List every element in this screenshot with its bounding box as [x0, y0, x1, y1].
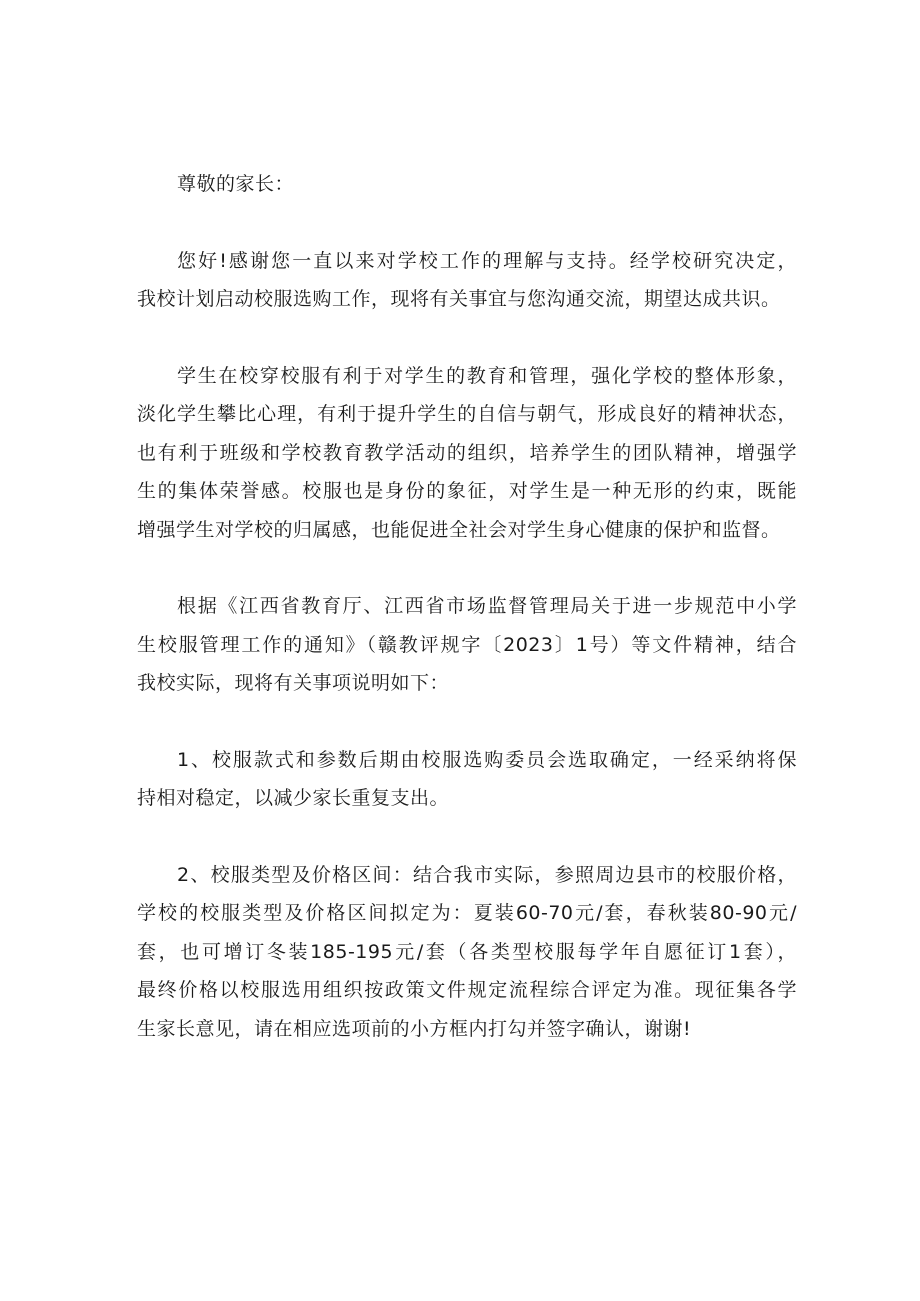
paragraph-line: 最终价格以校服选用组织按政策文件规定流程综合评定为准。现征集各学: [137, 979, 797, 1001]
paragraph-line: 我校实际，现将有关事项说明如下：: [137, 672, 450, 694]
paragraph-policy: [137, 587, 797, 703]
paragraph-line: 我校计划启动校服选购工作，现将有关事宜与您沟通交流，期望达成共识。: [137, 288, 781, 310]
paragraph-line: 也有利于班级和学校教育教学活动的组织，培养学生的团队精神，增强学: [137, 441, 797, 464]
item-1: [137, 741, 797, 818]
paragraph-line: 您好!感谢您一直以来对学校工作的理解与支持。经学校研究决定，: [177, 249, 797, 272]
paragraph-line: 生的集体荣誉感。校服也是身份的象征，对学生是一种无形的约束，既能: [137, 480, 797, 502]
item-2: [137, 856, 797, 1049]
paragraph-line: 2、校服类型及价格区间：结合我市实际，参照周边县市的校服价格，: [177, 863, 797, 886]
paragraph-line: 生校服管理工作的通知》（赣教评规字〔2023〕1号）等文件精神，结合: [137, 633, 797, 656]
paragraph-line: 持相对稳定，以减少家长重复支出。: [137, 787, 450, 809]
paragraph-thanks: [137, 242, 797, 319]
paragraph-line: 学生在校穿校服有利于对学生的教育和管理，强化学校的整体形象，: [177, 364, 797, 387]
letter-body: [137, 165, 797, 1048]
paragraph-benefits: [137, 357, 797, 550]
paragraph-line: 根据《江西省教育厅、江西省市场监督管理局关于进一步规范中小学: [177, 595, 797, 617]
paragraph-line: 淡化学生攀比心理，有利于提升学生的自信与朝气，形成良好的精神状态，: [137, 403, 797, 425]
paragraph-line: 套，也可增订冬装185-195元/套（各类型校服每学年自愿征订1套），: [137, 940, 797, 963]
paragraph-line: 学校的校服类型及价格区间拟定为：夏装60-70元/套，春秋装80-90元/: [137, 902, 797, 924]
paragraph-line: 增强学生对学校的归属感，也能促进全社会对学生身心健康的保护和监督。: [137, 518, 781, 541]
greeting: 尊敬的家长：: [177, 173, 295, 195]
paragraph-line: 生家长意见，请在相应选项前的小方框内打勾并签字确认，谢谢!: [137, 1017, 692, 1040]
paragraph-line: 1、校服款式和参数后期由校服选购委员会选取确定，一经采纳将保: [177, 748, 797, 771]
